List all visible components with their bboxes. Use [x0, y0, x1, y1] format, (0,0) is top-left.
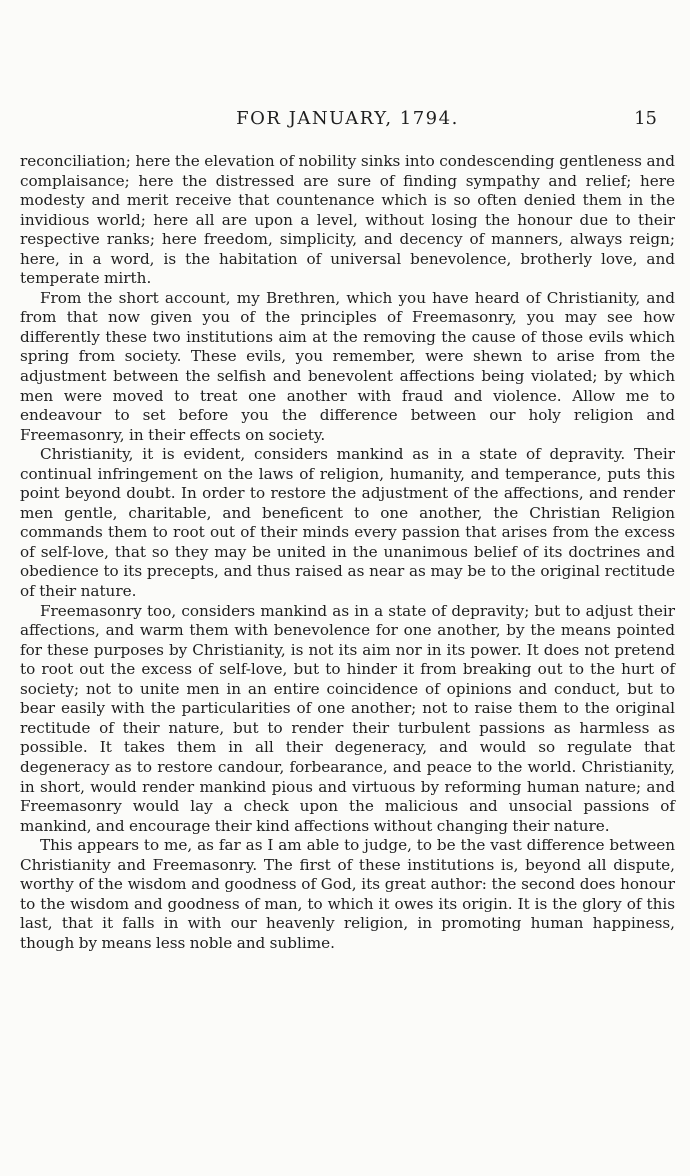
running-head: FOR JANUARY, 1794.: [236, 108, 459, 129]
paragraph-difference-aims: From the short account, my Brethren, which you have heard of Christianity, and from that now given you of the principles of Freemasonry, you may see how differently these two institutions aim at the removing the cause of those evils which spring from society. These evils, you remember, were shewn to arise from the adjustment between the selfish and benevolent affections being violated; by which men were moved to treat one another with fraud and violence. Allow me to endeavour to set before you the difference between our holy religion and Freemasonry, in their effects on society.: [20, 288, 675, 444]
paragraph-conclusion: This appears to me, as far as I am able to judge, to be the vast difference between Christianity and Freemasonry. The first of these institutions is, beyond all dispute, worthy of the wisdom and goodness of God, its great author: the second does honour to the wisdom and goodness of man, to which it owes its origin. It is the glory of this last, that it falls in with our heavenly religion, in promoting human happiness, though by means less noble and sublime.: [20, 836, 675, 952]
page-header: [20, 108, 675, 138]
paragraph-freemasonry: Freemasonry too, considers mankind as in a state of depravity; but to adjust their affections, and warm them with benevolence for one another, by the means pointed for these purposes by Christianity, is not its aim nor in its power. It does not pretend to root out the excess of self-love, but to hinder it from breaking out to the hurt of society; not to unite men in an entire coincidence of opinions and conduct, but to bear easily with the particularities of one another; not to raise them to the original rectitude of their nature, but to render their turbulent passions as harmless as possible. It takes them in all their degeneracy, and would so regulate that degeneracy as to restore candour, forbearance, and peace to the world. Christianity, in short, would render mankind pious and virtuous by reforming human nature; and Freemasonry would lay a check upon the malicious and unsocial passions of mankind, and encourage their kind affections without changing their nature.: [20, 601, 675, 835]
paragraph-christianity: Christianity, it is evident, considers mankind as in a state of depravity. Their continual infringement on the laws of religion, humanity, and temperance, puts this point beyond doubt. In order to restore the adjustment of the affections, and render men gentle, charitable, and beneficent to one another, the Christian Religion commands them to root out of their minds every passion that arises from the excess of self-love, that so they may be united in the unanimous belief of its doctrines and obedience to its precepts, and thus raised as near as may be to the original rectitude of their nature.: [20, 445, 675, 601]
body-text: [20, 152, 675, 953]
page-number: 15: [634, 108, 657, 129]
document-page: [20, 108, 675, 953]
paragraph-continuation: reconciliation; here the elevation of nobility sinks into condescending gentleness and complaisance; here the distressed are sure of finding sympathy and relief; here modesty and merit receive that countenance which is so often denied them in the invidious world; here all are upon a level, without losing the honour due to their respective ranks; here freedom, simplicity, and decency of manners, always reign; here, in a word, is the habitation of universal benevolence, brotherly love, and temperate mirth.: [20, 152, 675, 288]
